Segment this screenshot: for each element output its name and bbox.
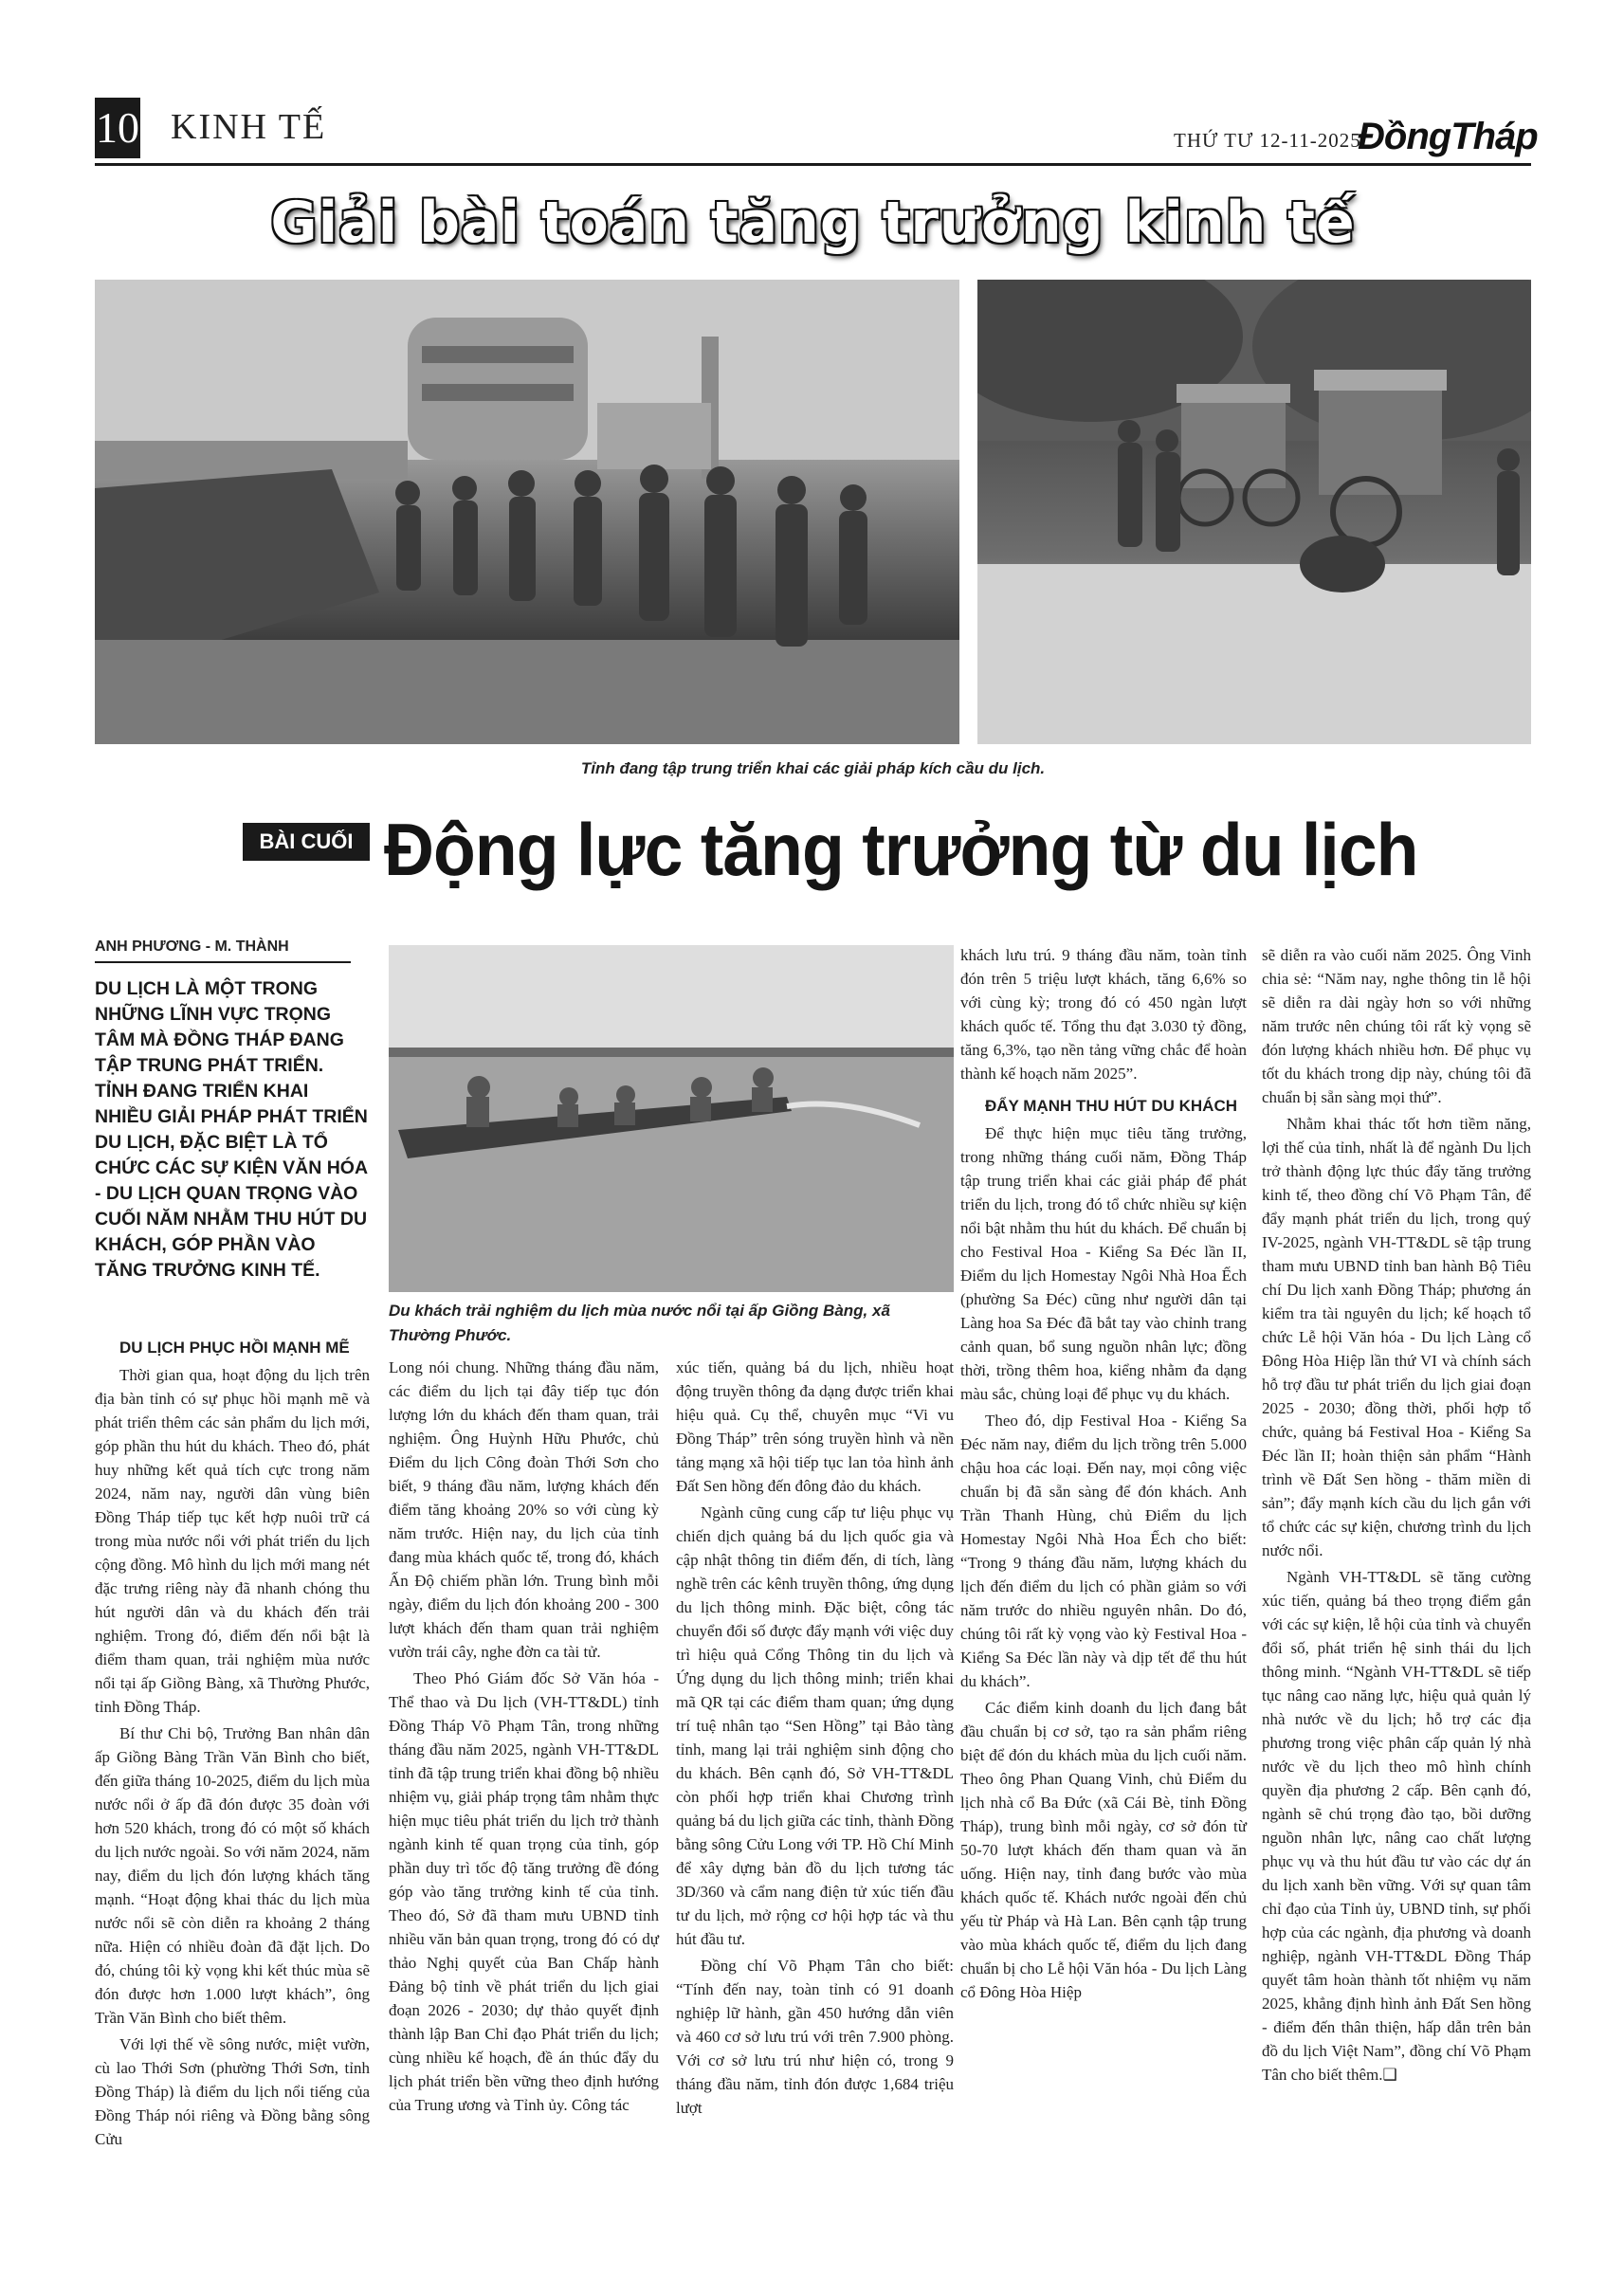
paragraph: Long nói chung. Những tháng đầu năm, các điểm du lịch tại đây tiếp tục đón lượng lớn du khách đến tham quan, trải nghiệm. Ông Huỳnh Hữu Phước, chủ Điểm du lịch Công đoàn Thới Sơn cho biết, 9 tháng đầu năm, lượng khách đến điểm tăng khoảng 20% so với cùng kỳ năm trước. Hiện nay, du lịch của tỉnh đang mùa khách quốc tế, trong đó, khách Ấn Độ chiếm phần lớn. Trung bình mỗi ngày, điểm du lịch đón khoảng 200 - 300 lượt khách đến tham quan trải nghiệm vườn trái cây, nghe đờn ca tài tử. — [389, 1358, 659, 1661]
article-column-3 — [676, 1356, 954, 2123]
paragraph: xúc tiến, quảng bá du lịch, nhiều hoạt động truyền thông đa dạng được triển khai hiệu quả. Cụ thể, chuyên mục “Vi vu Đồng Tháp” trên sóng truyền hình và nền tảng mạng xã hội tiếp tục lan tỏa hình ảnh Đất Sen hồng đến đông đảo du khách. — [676, 1358, 954, 1495]
photo-caption-boat: Du khách trải nghiệm du lịch mùa nước nổi tại ấp Giồng Bàng, xã Thường Phước. — [389, 1302, 890, 1344]
photo-boat-illustration — [389, 945, 954, 1292]
photo-tourists-waterfront — [95, 280, 959, 744]
paragraph: Đồng chí Võ Phạm Tân cho biết: “Tính đến nay, toàn tỉnh có 91 doanh nghiệp lữ hành, gần 450 hướng dẫn viên và 460 cơ sở lưu trú với trên 7.900 phòng. Với cơ sở lưu trú như hiện có, trong 9 tháng đầu năm, tỉnh đón được 1,684 triệu lượt — [676, 1957, 954, 2117]
paragraph: Thời gian qua, hoạt động du lịch trên địa bàn tỉnh có sự phục hồi mạnh mẽ và phát triển thêm các sản phẩm du lịch mới, góp phần thu hút du khách. Theo đó, phát huy những kết quả tích cực trong năm 2024, năm nay, người dân vùng biên Đồng Tháp tiếp tục kết hợp nuôi trữ cá trong mùa nước nổi với phát triển du lịch cộng đồng. Mô hình du lịch mới mang nét đặc trưng riêng này đã nhanh chóng thu hút người dân và du khách đến trải nghiệm. Trong đó, điểm đến nổi bật là điểm tham quan, trải nghiệm mùa nước nổi tại ấp Giồng Bàng, xã Thường Phước, tỉnh Đồng Tháp. — [95, 1366, 370, 1716]
paragraph: sẽ diễn ra vào cuối năm 2025. Ông Vinh chia sẻ: “Năm nay, nghe thông tin lễ hội sẽ diễn ra dài ngày hơn so với những năm trước nên chúng tôi rất kỳ vọng sẽ đón lượng khách nhiều hơn. Để phục vụ tốt du khách trong dịp này, chúng tôi đã chuẩn bị sẵn sàng mọi thứ”. — [1262, 946, 1531, 1106]
newspaper-logo: ĐồngTháp — [1358, 116, 1538, 157]
paragraph: Ngành VH-TT&DL sẽ tăng cường xúc tiến, quảng bá theo trọng điểm gắn với các sự kiện, lễ hội của tỉnh và chuyển đổi số, phát triển hệ sinh thái du lịch thông minh. “Ngành VH-TT&DL sẽ tiếp tục nâng cao năng lực, hiệu quả quản lý nhà nước về du lịch; hỗ trợ các địa phương trong việc phân cấp quản lý nhà nước về du lịch theo mô hình chính quyền địa phương 2 cấp. Bên cạnh đó, ngành sẽ chú trọng đào tạo, bồi dưỡng nguồn nhân lực, nâng cao chất lượng phục vụ và thu hút đầu tư vào các dự án du lịch xanh bền vững. Với sự quan tâm chỉ đạo của Tỉnh ủy, UBND tỉnh, sự phối hợp của các ngành, địa phương và doanh nghiệp, ngành VH-TT&DL Đồng Tháp quyết tâm hoàn thành tốt nhiệm vụ năm 2025, khẳng định hình ảnh Đất Sen hồng - điểm đến thân thiện, hấp dẫn trên bản đồ du lịch Việt Nam”, đồng chí Võ Phạm Tân cho biết thêm.❑ — [1262, 1568, 1531, 2084]
series-tag: BÀI CUỐI — [243, 823, 370, 861]
header-divider — [95, 163, 1531, 166]
paragraph: Ngành cũng cung cấp tư liệu phục vụ chiến dịch quảng bá du lịch quốc gia và cập nhật thông tin điểm đến, di tích, làng nghề trên các kênh truyền thông, ứng dụng du lịch thông minh. Đặc biệt, công tác chuyển đổi số được đẩy mạnh với việc duy trì hiệu quả Cổng Thông tin du lịch và Ứng dụng du lịch thông minh; triển khai mã QR tại các điểm tham quan; ứng dụng trí tuệ nhân tạo “Sen Hồng” tại Bảo tàng tỉnh, mang lại trải nghiệm sinh động cho du khách. Bên cạnh đó, Sở VH-TT&DL còn phối hợp triển khai Chương trình quảng bá du lịch giữa các tỉnh, thành Đồng bằng sông Cửu Long với TP. Hồ Chí Minh để xây dựng bản đồ du lịch tương tác 3D/360 và cẩm nang điện tử xúc tiến đầu tư du lịch, mở rộng cơ hội hợp tác và thu hút đầu tư. — [676, 1503, 954, 1948]
page-number: 10 — [95, 98, 140, 158]
article-column-4 — [960, 943, 1247, 2007]
photo-carriage-illustration — [977, 280, 1531, 744]
article-lead: DU LỊCH LÀ MỘT TRONG NHỮNG LĨNH VỰC TRỌNG TÂM MÀ ĐỒNG THÁP ĐANG TẬP TRUNG PHÁT TRIỂN. TỈNH ĐANG TRIỂN KHAI NHIỀU GIẢI PHÁP PHÁT TRIỂN DU LỊCH, ĐẶC BIỆT LÀ TỔ CHỨC CÁC SỰ KIỆN VĂN HÓA - DU LỊCH QUAN TRỌNG VÀO CUỐI NĂM NHẰM THU HÚT DU KHÁCH, GÓP PHẦN VÀO TĂNG TRƯỞNG KINH TẾ. — [95, 978, 368, 1281]
paragraph: Nhằm khai thác tốt hơn tiềm năng, lợi thế của tỉnh, nhất là để ngành Du lịch trở thành động lực thúc đẩy tăng trưởng kinh tế, theo đồng chí Võ Phạm Tân, để đẩy mạnh phát triển du lịch, trong quý IV-2025, ngành VH-TT&DL sẽ tập trung tham mưu UBND tỉnh ban hành Bộ Tiêu chí Du lịch xanh Đồng Tháp; phương án kiểm tra tài nguyên du lịch; kế hoạch tổ chức Lễ hội Văn hóa - Du lịch Làng cổ Đông Hòa Hiệp lần thứ VI và chính sách hỗ trợ đầu tư phát triển du lịch giai đoạn 2025 - 2030; đồng thời, phối hợp tổ chức, quảng bá Festival Hoa - Kiểng Sa Đéc lần II; hoàn thiện sản phẩm “Hành trình về Đất Sen hồng - thăm miền di sản”; đẩy mạnh kích cầu du lịch gắn với tổ chức các sự kiện, chương trình du lịch nước nổi. — [1262, 1115, 1531, 1559]
paragraph: Theo Phó Giám đốc Sở Văn hóa - Thể thao và Du lịch (VH-TT&DL) tỉnh Đồng Tháp Võ Phạm Tân, trong những tháng đầu năm 2025, ngành VH-TT&DL tỉnh đã tập trung triển khai đồng bộ nhiều nhiệm vụ, giải pháp trọng tâm nhằm thực hiện mục tiêu phát triển du lịch trở thành ngành kinh tế quan trọng của tỉnh, góp phần duy trì tốc độ tăng trưởng đề đóng góp vào tăng trưởng kinh tế của tỉnh. Theo đó, Sở đã tham mưu UBND tỉnh nhiều văn bản quan trọng, trong đó có dự thảo Nghị quyết của Ban Chấp hành Đảng bộ tỉnh về phát triển du lịch giai đoạn 2026 - 2030; dự thảo quyết định thành lập Ban Chỉ đạo Phát triển du lịch; cùng nhiều kế hoạch, đề án thúc đẩy du lịch phát triển bền vững theo định hướng của Trung ương và Tỉnh ủy. Công tác — [389, 1669, 659, 2114]
article-column-5 — [1262, 943, 1531, 2089]
paragraph: Theo đó, dịp Festival Hoa - Kiểng Sa Đéc năm nay, điểm du lịch trồng trên 5.000 chậu hoa các loại. Đến nay, mọi công việc chuẩn bị đã sẵn sàng để đón khách. Anh Trần Thanh Hùng, chủ Điểm du lịch Homestay Ngôi Nhà Hoa Ếch cho biết: “Trong 9 tháng đầu năm, lượng khách du lịch đến điểm du lịch có phần giảm so với năm trước do nhiều nguyên nhân. Do đó, chúng tôi rất kỳ vọng vào kỳ Festival Hoa - Kiểng Sa Đéc lần này và dịp tết để thu hút du khách”. — [960, 1412, 1247, 1690]
section-name: KINH TẾ — [171, 107, 327, 147]
photo-horse-carriages — [977, 280, 1531, 744]
paragraph: Bí thư Chi bộ, Trưởng Ban nhân dân ấp Giồng Bàng Trần Văn Bình cho biết, đến giữa tháng 10-2025, điểm du lịch mùa nước nổi ở ấp đã đón được 35 đoàn với hơn 520 khách, trong đó có một số khách du lịch nước ngoài. So với năm 2024, năm nay, điểm du lịch đón lượng khách tăng mạnh. “Hoạt động khai thác du lịch mùa nước nổi sẽ còn diễn ra khoảng 2 tháng nữa. Hiện có nhiều đoàn đã đặt lịch. Do đó, chúng tôi kỳ vọng khi kết thúc mùa sẽ đón được hơn 1.000 lượt khách”, ông Trần Văn Bình cho biết thêm. — [95, 1724, 370, 2027]
article-headline: Động lực tăng trưởng từ du lịch — [384, 808, 1418, 891]
subheading-recovery: DU LỊCH PHỤC HỒI MẠNH MẼ — [119, 1339, 350, 1357]
paragraph: Các điểm kinh doanh du lịch đang bắt đầu chuẩn bị cơ sở, tạo ra sản phẩm riêng biệt để đón du khách mùa du lịch cuối năm. Theo ông Phan Quang Vinh, chủ Điểm du lịch nhà cổ Ba Đức (xã Cái Bè, tỉnh Đồng Tháp), trung bình mỗi ngày, cơ sở đón từ 50-70 lượt khách đến tham quan và ăn uống. Hiện nay, tỉnh đang bước vào mùa khách quốc tế. Khách nước ngoài đến chủ yếu từ Pháp và Hà Lan. Bên cạnh tập trung vào mùa khách quốc tế, điểm du lịch đang chuẩn bị cho Lễ hội Văn hóa - Du lịch Làng cổ Đông Hòa Hiệp — [960, 1699, 1247, 2001]
series-title: Giải bài toán tăng trưởng kinh tế — [270, 190, 1356, 256]
article-byline: ANH PHƯƠNG - M. THÀNH — [95, 938, 351, 963]
article-column-2 — [389, 1356, 659, 2120]
article-column-1 — [95, 1327, 370, 2154]
photo-tourists-illustration — [95, 280, 959, 744]
paragraph: Với lợi thế về sông nước, miệt vườn, cù lao Thới Sơn (phường Thới Sơn, tỉnh Đồng Tháp) là điểm du lịch nổi tiếng của Đồng Tháp nói riêng và Đồng bằng sông Cửu — [95, 2035, 370, 2148]
paragraph: Để thực hiện mục tiêu tăng trưởng, trong những tháng cuối năm, Đồng Tháp tập trung triển khai các giải pháp để phát triển du lịch, trong đó tổ chức nhiều sự kiện nổi bật nhằm thu hút du khách. Để chuẩn bị cho Festival Hoa - Kiểng Sa Đéc lần II, Điểm du lịch Homestay Ngôi Nhà Hoa Ếch (phường Sa Đéc) cũng như người dân tại Làng hoa Sa Đéc đã bắt tay vào chỉnh trang cảnh quan, bổ sung nguồn nhân lực; đồng thời, trồng thêm hoa, kiểng nhằm đa dạng màu sắc, chủng loại để phục vụ du khách. — [960, 1124, 1247, 1403]
issue-date: THỨ TƯ 12-11-2025 — [1174, 129, 1361, 152]
photo-caption-top: Tỉnh đang tập trung triển khai các giải pháp kích cầu du lịch. — [580, 759, 1046, 777]
subheading-attract-visitors: ĐẨY MẠNH THU HÚT DU KHÁCH — [985, 1097, 1238, 1115]
photo-boat-flood-season — [389, 945, 954, 1292]
paragraph: khách lưu trú. 9 tháng đầu năm, toàn tỉnh đón trên 5 triệu lượt khách, tăng 6,6% so với cùng kỳ; trong đó có 450 ngàn lượt khách quốc tế. Tổng thu đạt 3.030 tỷ đồng, tăng 6,3%, tạo nền tảng vững chắc để hoàn thành kế hoạch năm 2025”. — [960, 946, 1247, 1083]
